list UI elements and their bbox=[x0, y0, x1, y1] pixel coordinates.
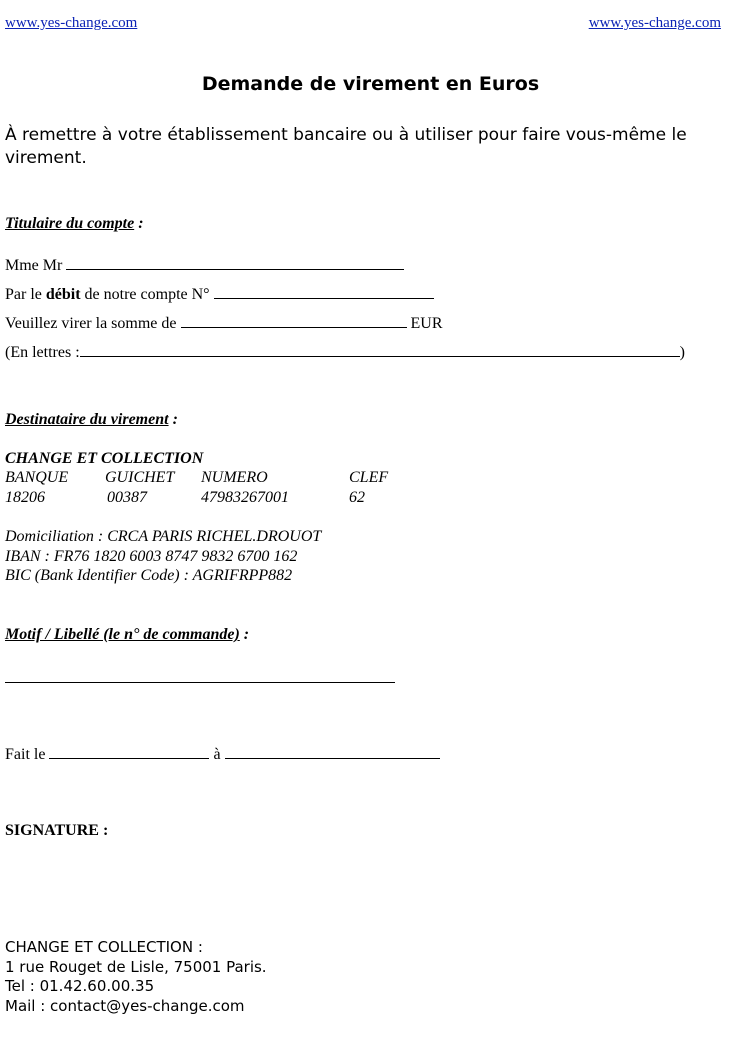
website-link-right[interactable]: www.yes-change.com bbox=[588, 15, 721, 31]
motif-heading-text: Motif / Libellé (le n° de commande) bbox=[5, 626, 240, 643]
place-field[interactable] bbox=[225, 744, 440, 759]
name-label: Mme Mr bbox=[5, 257, 63, 274]
footer-address: 1 rue Rouget de Lisle, 75001 Paris. bbox=[5, 958, 267, 976]
name-line bbox=[5, 255, 404, 275]
bic-text: BIC (Bank Identifier Code) : AGRIFRPP882 bbox=[5, 567, 293, 584]
column-guichet: GUICHET bbox=[105, 469, 175, 486]
fait-label: Fait le bbox=[5, 746, 46, 763]
iban-text: IBAN : FR76 1820 6003 8747 9832 6700 162 bbox=[5, 548, 298, 565]
column-clef: CLEF bbox=[349, 469, 389, 486]
motif-heading bbox=[5, 626, 249, 644]
column-numero: NUMERO bbox=[201, 469, 268, 486]
titulaire-heading-text: Titulaire du compte bbox=[5, 215, 135, 232]
recipient-company: CHANGE ET COLLECTION bbox=[5, 450, 204, 467]
name-field[interactable] bbox=[66, 255, 404, 270]
motif-field[interactable] bbox=[5, 668, 395, 683]
titulaire-heading-colon: : bbox=[134, 215, 144, 232]
fait-line bbox=[5, 744, 440, 764]
debit-bold: débit bbox=[45, 286, 81, 303]
destinataire-heading-colon: : bbox=[168, 411, 178, 428]
destinataire-heading bbox=[5, 411, 178, 429]
destinataire-heading-text: Destinataire du virement bbox=[5, 411, 169, 428]
words-close: ) bbox=[679, 344, 685, 361]
column-banque: BANQUE bbox=[5, 469, 69, 486]
intro-text: À remettre à votre établissement bancaire ou à utiliser pour faire vous-même le virement. bbox=[5, 125, 687, 168]
motif-heading-colon: : bbox=[239, 626, 250, 643]
amount-field[interactable] bbox=[181, 313, 407, 328]
signature-label: SIGNATURE : bbox=[5, 822, 109, 839]
value-clef: 62 bbox=[349, 489, 365, 506]
value-numero: 47983267001 bbox=[201, 489, 289, 506]
amount-unit: EUR bbox=[410, 315, 443, 332]
words-label: (En lettres : bbox=[5, 344, 80, 361]
website-link-left[interactable]: www.yes-change.com bbox=[5, 15, 138, 31]
page-title: Demande de virement en Euros bbox=[201, 73, 540, 95]
account-number-field[interactable] bbox=[214, 284, 434, 299]
footer-mail: Mail : contact@yes-change.com bbox=[5, 997, 245, 1015]
words-line bbox=[5, 342, 685, 362]
amount-words-field[interactable] bbox=[80, 342, 680, 357]
value-banque: 18206 bbox=[5, 489, 45, 506]
amount-label: Veuillez virer la somme de bbox=[5, 315, 177, 332]
date-field[interactable] bbox=[49, 744, 209, 759]
debit-line bbox=[5, 284, 434, 304]
value-guichet: 00387 bbox=[107, 489, 147, 506]
titulaire-heading bbox=[5, 215, 144, 233]
debit-suffix: de notre compte N° bbox=[80, 286, 210, 303]
amount-line bbox=[5, 313, 443, 333]
domiciliation-text: Domiciliation : CRCA PARIS RICHEL.DROUOT bbox=[5, 528, 322, 545]
bank-values-row bbox=[5, 489, 409, 507]
footer-company: CHANGE ET COLLECTION : bbox=[5, 938, 203, 956]
fait-at: à bbox=[213, 746, 221, 763]
bank-columns-row bbox=[5, 469, 409, 487]
footer-tel: Tel : 01.42.60.00.35 bbox=[5, 977, 155, 995]
debit-prefix: Par le bbox=[5, 286, 46, 303]
